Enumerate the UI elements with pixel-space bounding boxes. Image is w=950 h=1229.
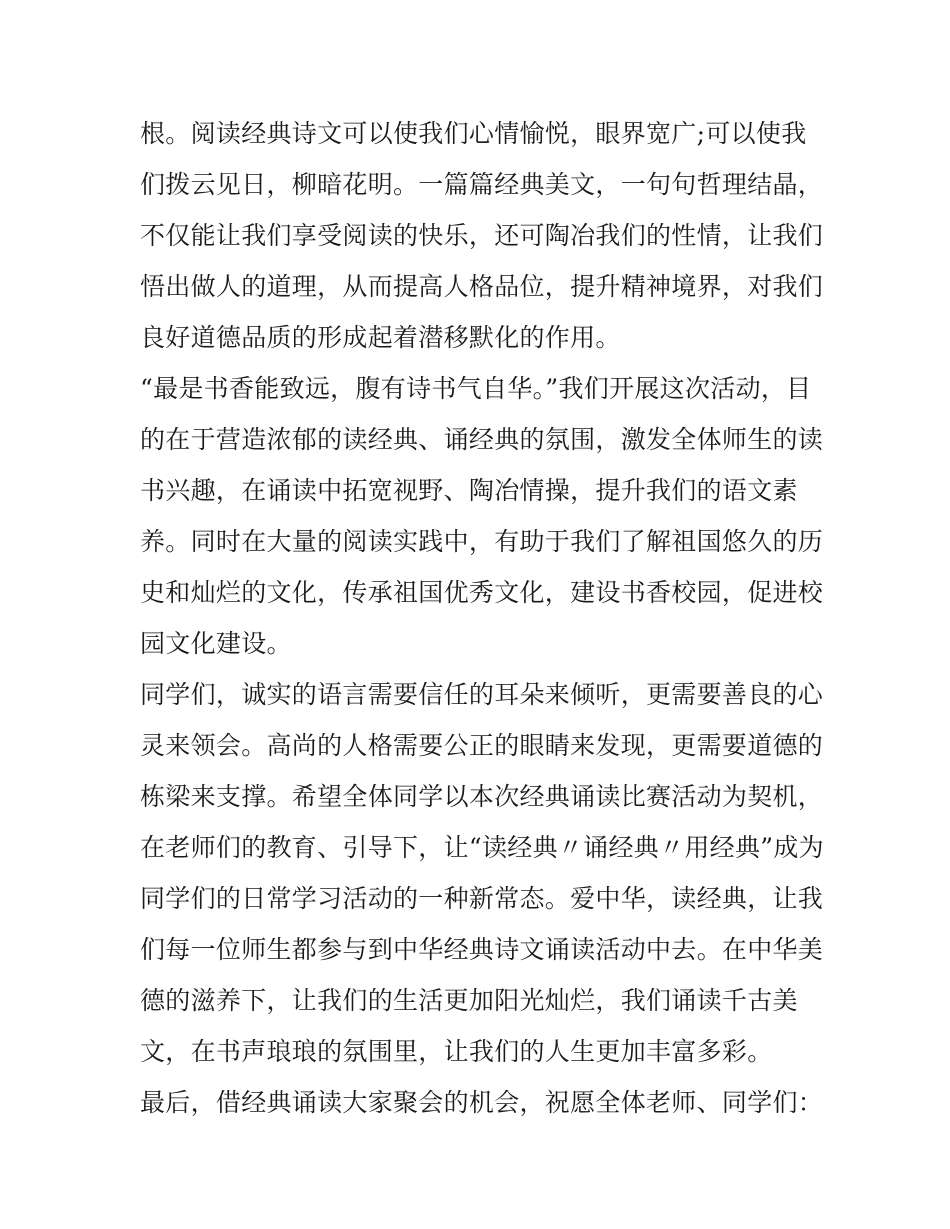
- paragraph-2: [140, 363, 824, 669]
- text-line: 最后，借经典诵读大家聚会的机会，祝愿全体老师、同学们：: [140, 1088, 824, 1117]
- paragraph-3: [140, 669, 824, 1077]
- text-line: 文，在书声琅琅的氛围里，让我们的人生更加丰富多彩。: [140, 1037, 773, 1066]
- paragraph-4: [140, 1077, 824, 1128]
- text-line: 园文化建设。: [140, 629, 292, 658]
- text-line: 同学们的日常学习活动的一种新常态。爱中华，读经典，让我: [140, 884, 824, 913]
- text-line: 不仅能让我们享受阅读的快乐，还可陶冶我们的性情，让我们: [140, 221, 824, 250]
- text-line: 根。阅读经典诗文可以使我们心情愉悦，眼界宽广;可以使我: [140, 119, 807, 148]
- text-line: 同学们，诚实的语言需要信任的耳朵来倾听，更需要善良的心: [140, 680, 824, 709]
- text-line: 灵来领会。高尚的人格需要公正的眼睛来发现，更需要道德的: [140, 731, 824, 760]
- text-line: 书兴趣，在诵读中拓宽视野、陶冶情操，提升我们的语文素: [140, 476, 798, 505]
- text-line: 在老师们的教育、引导下，让“读经典〃诵经典〃用经典”成为: [140, 833, 824, 862]
- text-line: 的在于营造浓郁的读经典、诵经典的氛围，激发全体师生的读: [140, 425, 824, 454]
- text-line: 们拨云见日，柳暗花明。一篇篇经典美文，一句句哲理结晶，: [140, 170, 824, 199]
- text-line: 悟出做人的道理，从而提高人格品位，提升精神境界，对我们: [140, 272, 824, 301]
- text-line: 栋梁来支撑。希望全体同学以本次经典诵读比赛活动为契机，: [140, 782, 824, 811]
- document-body: [140, 108, 824, 1128]
- text-line: 养。同时在大量的阅读实践中，有助于我们了解祖国悠久的历: [140, 527, 824, 556]
- text-line: “最是书香能致远，腹有诗书气自华。”我们开展这次活动，目: [140, 374, 812, 403]
- text-line: 史和灿烂的文化，传承祖国优秀文化，建设书香校园，促进校: [140, 578, 824, 607]
- text-line: 德的滋养下，让我们的生活更加阳光灿烂，我们诵读千古美: [140, 986, 798, 1015]
- text-line: 良好道德品质的形成起着潜移默化的作用。: [140, 323, 621, 352]
- paragraph-1: [140, 108, 824, 363]
- text-line: 们每一位师生都参与到中华经典诗文诵读活动中去。在中华美: [140, 935, 824, 964]
